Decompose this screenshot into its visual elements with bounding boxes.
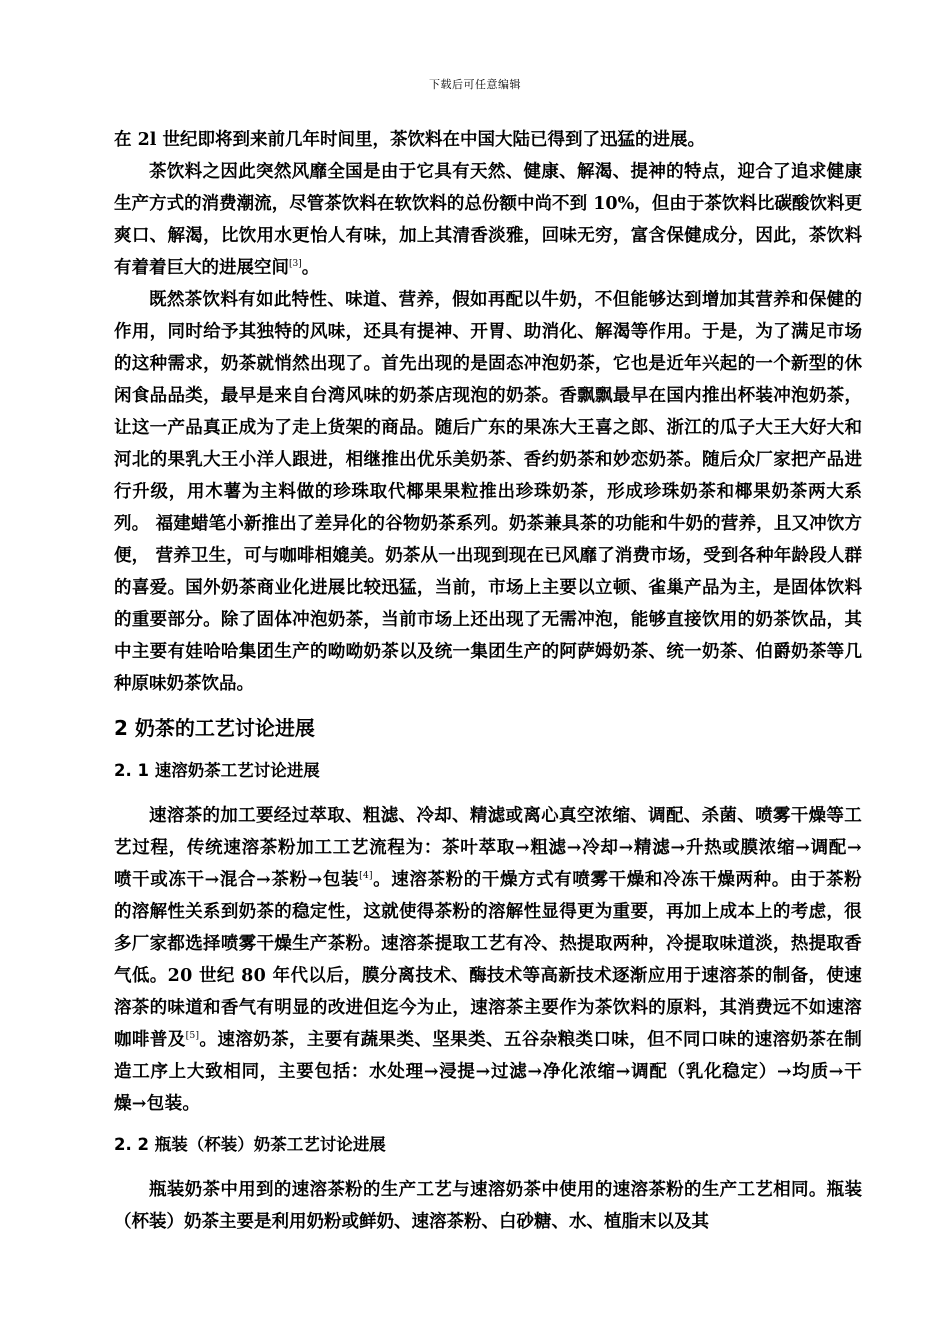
paragraph-text: 。速溶奶茶，主要有蔬果类、坚果类、五谷杂粮类口味，但不同口味的速溶奶茶在制造工序上大致相同，主要包括：水处理→浸提→过滤→净化浓缩→调配（乳化稳定）→均质→干燥→包装。 — [114, 1030, 862, 1114]
paragraph-intro: 在 2l 世纪即将到来前几年时间里，茶饮料在中国大陆已得到了迅猛的进展。 — [114, 130, 706, 150]
paragraph-text: 。速溶茶粉的干燥方式有喷雾干燥和冷冻干燥两种。由于茶粉的溶解性关系到奶茶的稳定性，这就使得茶粉的溶解性显得更为重要，再加上成本上的考虑，很多厂家都选择喷雾干燥生产茶粉。速溶茶提取工艺有冷、热提取两种，冷提取味道淡，热提取香气低。20 世纪 80 年代以后，膜分离技术、酶技术等高新技术逐渐应用于速溶茶的制备，使速溶茶的味道和香气有明显的改进但迄今为止，速溶茶主要作为茶饮料的原料，其消费远不如速溶咖啡普及 — [114, 870, 862, 1050]
subsection-heading: 2. 1 速溶奶茶工艺讨论进展 — [114, 761, 320, 780]
paragraph-bottled-tea: 瓶装奶茶中用到的速溶茶粉的生产工艺与速溶奶茶中使用的速溶茶粉的生产工艺相同。瓶装（杯装）奶茶主要是利用奶粉或鲜奶、速溶茶粉、白砂糖、水、植脂末以及其 — [114, 1180, 862, 1232]
paragraph-text-tail: 。 — [301, 258, 320, 278]
subsection-heading: 2. 2 瓶装（杯装）奶茶工艺讨论进展 — [114, 1135, 386, 1154]
document-body — [114, 124, 862, 1238]
page-header: 下载后可任意编辑 — [429, 78, 521, 91]
citation: [5] — [185, 1031, 200, 1041]
paragraph-text: 速溶茶的加工要经过萃取、粗滤、冷却、精滤或离心真空浓缩、调配、杀菌、喷雾干燥等工艺过程，传统速溶茶粉加工工艺流程为：茶叶萃取→粗滤→冷却→精滤→升热或膜浓缩→调配→喷干或冻干→混合→茶粉→包装 — [114, 806, 862, 890]
citation: [4] — [359, 871, 373, 881]
section-heading: 2 奶茶的工艺讨论进展 — [114, 716, 315, 740]
citation: [3] — [289, 259, 302, 269]
paragraph-milk-tea: 既然茶饮料有如此特性、味道、营养，假如再配以牛奶，不但能够达到增加其营养和保健的作用，同时给予其独特的风味，还具有提神、开胃、助消化、解渴等作用。于是，为了满足市场的这种需求，奶茶就悄然出现了。首先出现的是固态冲泡奶茶，它也是近年兴起的一个新型的休闲食品品类，最早是来自台湾风味的奶茶店现泡的奶茶。香飘飘最早在国内推出杯装冲泡奶茶，让这一产品真正成为了走上货架的商品。随后广东的果冻大王喜之郎、浙江的瓜子大王大好大和河北的果乳大王小洋人跟进，相继推出优乐美奶茶、香约奶茶和妙恋奶茶。随后众厂家把产品进行升级，用木薯为主料做的珍珠取代椰果果粒推出珍珠奶茶，形成珍珠奶茶和椰果奶茶两大系列。 福建蜡笔小新推出了差异化的谷物奶茶系列。奶茶兼具茶的功能和牛奶的营养，且又冲饮方便， 营养卫生，可与咖啡相媲美。奶茶从一出现到现在已风靡了消费市场，受到各种年龄段人群的喜爱。国外奶茶商业化进展比较迅猛，当前，市场上主要以立顿、雀巢产品为主，是固体饮料的重要部分。除了固体冲泡奶茶，当前市场上还出现了无需冲泡，能够直接饮用的奶茶饮品，其中主要有娃哈哈集团生产的呦呦奶茶以及统一集团生产的阿萨姆奶茶、统一奶茶、伯爵奶茶等几种原味奶茶饮品。 — [114, 290, 862, 694]
paragraph-tea-drink — [114, 156, 862, 284]
paragraph-text: 茶饮料之因此突然风靡全国是由于它具有天然、健康、解渴、提神的特点，迎合了追求健康生产方式的消费潮流，尽管茶饮料在软饮料的总份额中尚不到 10%，但由于茶饮料比碳酸饮料更爽口、解渴，比饮用水更怡人有味，加上其清香淡雅，回味无穷，富含保健成分，因此，茶饮料有着着巨大的进展空间 — [114, 162, 862, 278]
paragraph-instant-tea — [114, 800, 862, 1120]
